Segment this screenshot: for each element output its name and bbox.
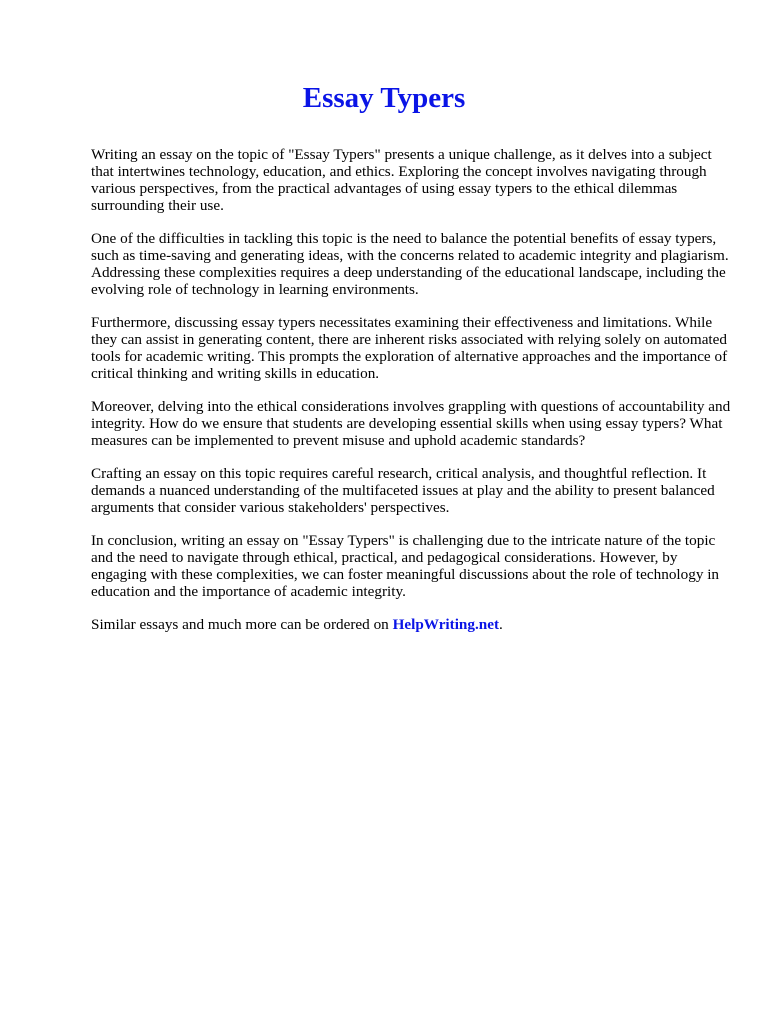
paragraph: One of the difficulties in tackling this topic is the need to balance the potential benefits of essay typers, such as time-saving and generating ideas, with the concerns related to academic integrity and plagiarism. Addressing these complexities requires a deep understanding of the educational landscape, including the evolving role of technology in learning environments.	[91, 230, 729, 298]
page-title: Essay Typers	[302, 82, 466, 114]
paragraph: Moreover, delving into the ethical considerations involves grappling with questions of accountability and integrity. How do we ensure that students are developing essential skills when using essay typers? What measures can be implemented to prevent misuse and uphold academic standards?	[91, 398, 731, 449]
paragraph: Furthermore, discussing essay typers necessitates examining their effectiveness and limitations. While they can assist in generating content, there are inherent risks associated with relying solely on automated tools for academic writing. This prompts the exploration of alternative approaches and the importance of critical thinking and writing skills in education.	[91, 314, 728, 382]
paragraph: Crafting an essay on this topic requires careful research, critical analysis, and thoughtful reflection. It demands a nuanced understanding of the multifaceted issues at play and the ability to present balanced arguments that consider various stakeholders' perspectives.	[91, 465, 715, 516]
helpwriting-link[interactable]: HelpWriting.net	[392, 616, 500, 633]
paragraph: Writing an essay on the topic of "Essay Typers" presents a unique challenge, as it delves into a subject that intertwines technology, education, and ethics. Exploring the concept involves navigating through various perspectives, from the practical advantages of using essay typers to the ethical dilemmas surrounding their use.	[91, 146, 712, 214]
footer-prefix: Similar essays and much more can be ordered on	[91, 616, 393, 633]
document-body	[91, 146, 731, 649]
footer-suffix: .	[499, 616, 503, 633]
footer-line	[91, 616, 731, 633]
paragraph: In conclusion, writing an essay on "Essay Typers" is challenging due to the intricate nature of the topic and the need to navigate through ethical, practical, and pedagogical considerations. However, by engaging with these complexities, we can foster meaningful discussions about the role of technology in education and the importance of academic integrity.	[91, 532, 720, 600]
